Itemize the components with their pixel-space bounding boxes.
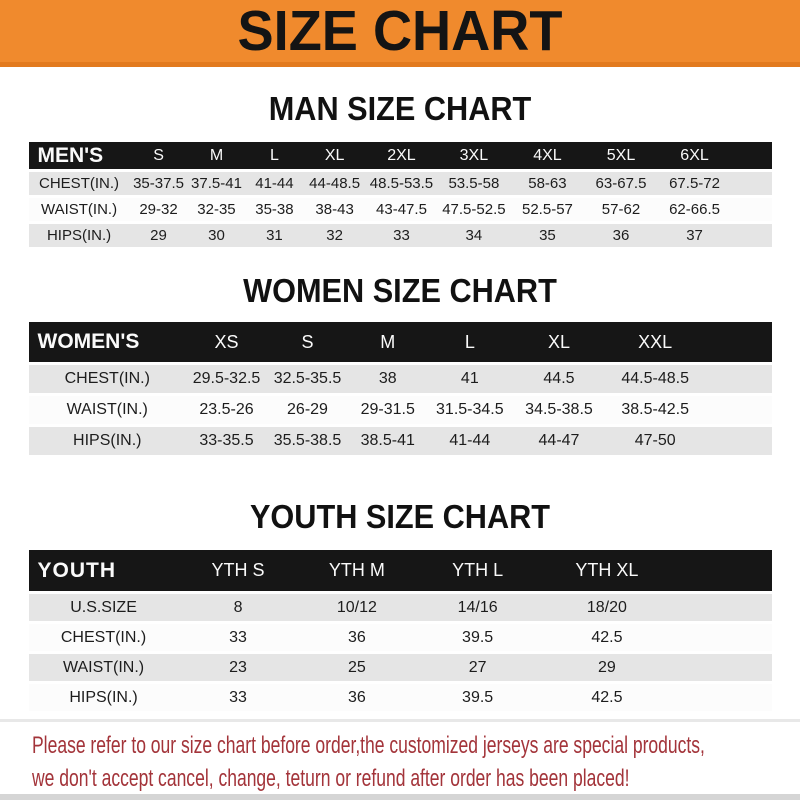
spacer-cell	[675, 684, 772, 714]
men-column-header: L	[245, 142, 303, 172]
women-value-cell: 35.5-38.5	[267, 427, 348, 458]
section-title-men: MAN SIZE CHART	[268, 90, 532, 127]
youth-value-cell: 42.5	[539, 624, 675, 654]
youth-value-cell: 25	[297, 654, 416, 684]
men-column-header: S	[130, 142, 188, 172]
men-table-row	[29, 224, 772, 250]
men-value-cell: 62-66.5	[658, 198, 732, 224]
spacer-cell	[731, 172, 771, 198]
youth-value-cell: 33	[179, 684, 298, 714]
men-column-header: 4XL	[511, 142, 585, 172]
women-value-cell: 23.5-26	[186, 396, 267, 427]
men-column-header: 6XL	[658, 142, 732, 172]
youth-value-cell: 23	[179, 654, 298, 684]
men-column-header: 5XL	[584, 142, 658, 172]
youth-group-label: YOUTH	[29, 550, 179, 594]
women-value-cell: 32.5-35.5	[267, 365, 348, 396]
men-value-cell: 52.5-57	[511, 198, 585, 224]
men-value-cell: 44-48.5	[303, 172, 365, 198]
women-column-header: XS	[186, 322, 267, 365]
women-group-label: WOMEN'S	[29, 322, 187, 365]
women-value-cell: 38.5-42.5	[606, 396, 705, 427]
youth-value-cell: 10/12	[297, 594, 416, 624]
section-title-women: WOMEN SIZE CHART	[243, 272, 557, 309]
women-row-label: WAIST(IN.)	[29, 396, 187, 427]
youth-column-header: YTH M	[297, 550, 416, 594]
men-value-cell: 34	[437, 224, 511, 250]
disclaimer-line-1: Please refer to our size chart before order,the customized jerseys are special products,	[32, 732, 705, 759]
women-value-cell: 33-35.5	[186, 427, 267, 458]
spacer-cell	[731, 142, 771, 172]
women-value-cell: 44-47	[512, 427, 606, 458]
men-value-cell: 35-38	[245, 198, 303, 224]
women-value-cell: 38	[348, 365, 428, 396]
bottom-strip	[0, 794, 800, 800]
men-table-row	[29, 198, 772, 224]
youth-header-row	[29, 550, 772, 594]
men-value-cell: 47.5-52.5	[437, 198, 511, 224]
men-value-cell: 58-63	[511, 172, 585, 198]
women-size-table	[29, 322, 772, 458]
section-women	[0, 272, 800, 458]
men-value-cell: 29	[130, 224, 188, 250]
women-value-cell: 44.5	[512, 365, 606, 396]
spacer-cell	[675, 594, 772, 624]
youth-row-label: CHEST(IN.)	[29, 624, 179, 654]
women-value-cell: 31.5-34.5	[427, 396, 512, 427]
women-value-cell: 26-29	[267, 396, 348, 427]
women-column-header: XL	[512, 322, 606, 365]
men-value-cell: 35	[511, 224, 585, 250]
spacer-cell	[675, 550, 772, 594]
women-row-label: CHEST(IN.)	[29, 365, 187, 396]
men-value-cell: 37	[658, 224, 732, 250]
youth-column-header: YTH XL	[539, 550, 675, 594]
women-table-row	[29, 365, 772, 396]
youth-column-header: YTH S	[179, 550, 298, 594]
youth-table-row	[29, 684, 772, 714]
men-value-cell: 35-37.5	[130, 172, 188, 198]
section-title-youth: YOUTH SIZE CHART	[249, 498, 551, 535]
men-value-cell: 67.5-72	[658, 172, 732, 198]
spacer-cell	[705, 427, 772, 458]
youth-value-cell: 36	[297, 624, 416, 654]
banner	[0, 0, 800, 67]
men-value-cell: 53.5-58	[437, 172, 511, 198]
men-value-cell: 57-62	[584, 198, 658, 224]
women-row-label: HIPS(IN.)	[29, 427, 187, 458]
youth-table-row	[29, 624, 772, 654]
women-value-cell: 38.5-41	[348, 427, 428, 458]
women-value-cell: 41	[427, 365, 512, 396]
men-column-header: XL	[303, 142, 365, 172]
youth-value-cell: 39.5	[416, 684, 539, 714]
women-value-cell: 44.5-48.5	[606, 365, 705, 396]
men-row-label: CHEST(IN.)	[29, 172, 130, 198]
men-row-label: HIPS(IN.)	[29, 224, 130, 250]
youth-value-cell: 27	[416, 654, 539, 684]
men-group-label: MEN'S	[29, 142, 130, 172]
youth-value-cell: 42.5	[539, 684, 675, 714]
youth-column-header: YTH L	[416, 550, 539, 594]
women-column-header: L	[427, 322, 512, 365]
men-value-cell: 37.5-41	[188, 172, 246, 198]
men-value-cell: 36	[584, 224, 658, 250]
women-table-row	[29, 396, 772, 427]
women-table-row	[29, 427, 772, 458]
disclaimer-line-2: we don't accept cancel, change, teturn or refund after order has been placed!	[32, 765, 630, 792]
women-value-cell: 34.5-38.5	[512, 396, 606, 427]
men-column-header: 3XL	[437, 142, 511, 172]
youth-value-cell: 14/16	[416, 594, 539, 624]
youth-size-table	[29, 550, 772, 714]
men-column-header: M	[188, 142, 246, 172]
men-table-row	[29, 172, 772, 198]
women-column-header: XXL	[606, 322, 705, 365]
youth-table-row	[29, 654, 772, 684]
youth-value-cell: 33	[179, 624, 298, 654]
youth-value-cell: 18/20	[539, 594, 675, 624]
divider-line	[0, 719, 800, 722]
spacer-cell	[675, 624, 772, 654]
men-value-cell: 38-43	[303, 198, 365, 224]
youth-row-label: HIPS(IN.)	[29, 684, 179, 714]
youth-row-label: U.S.SIZE	[29, 594, 179, 624]
men-row-label: WAIST(IN.)	[29, 198, 130, 224]
disclaimer	[0, 729, 800, 795]
men-value-cell: 33	[366, 224, 437, 250]
men-value-cell: 32	[303, 224, 365, 250]
section-youth	[0, 498, 800, 714]
women-value-cell: 47-50	[606, 427, 705, 458]
men-value-cell: 43-47.5	[366, 198, 437, 224]
women-value-cell: 41-44	[427, 427, 512, 458]
spacer-cell	[731, 224, 771, 250]
youth-value-cell: 36	[297, 684, 416, 714]
women-column-header: S	[267, 322, 348, 365]
men-value-cell: 63-67.5	[584, 172, 658, 198]
women-value-cell: 29-31.5	[348, 396, 428, 427]
men-value-cell: 31	[245, 224, 303, 250]
men-value-cell: 29-32	[130, 198, 188, 224]
sections-container	[0, 90, 800, 714]
men-size-table	[29, 142, 772, 250]
youth-value-cell: 29	[539, 654, 675, 684]
spacer-cell	[731, 198, 771, 224]
women-header-row	[29, 322, 772, 365]
youth-row-label: WAIST(IN.)	[29, 654, 179, 684]
spacer-cell	[675, 654, 772, 684]
youth-value-cell: 8	[179, 594, 298, 624]
youth-value-cell: 39.5	[416, 624, 539, 654]
men-value-cell: 41-44	[245, 172, 303, 198]
page-title: SIZE CHART	[237, 0, 563, 63]
youth-table-row	[29, 594, 772, 624]
men-value-cell: 30	[188, 224, 246, 250]
section-men	[0, 90, 800, 250]
men-header-row	[29, 142, 772, 172]
men-value-cell: 48.5-53.5	[366, 172, 437, 198]
spacer-cell	[705, 322, 772, 365]
men-column-header: 2XL	[366, 142, 437, 172]
women-value-cell: 29.5-32.5	[186, 365, 267, 396]
men-value-cell: 32-35	[188, 198, 246, 224]
women-column-header: M	[348, 322, 428, 365]
spacer-cell	[705, 365, 772, 396]
spacer-cell	[705, 396, 772, 427]
